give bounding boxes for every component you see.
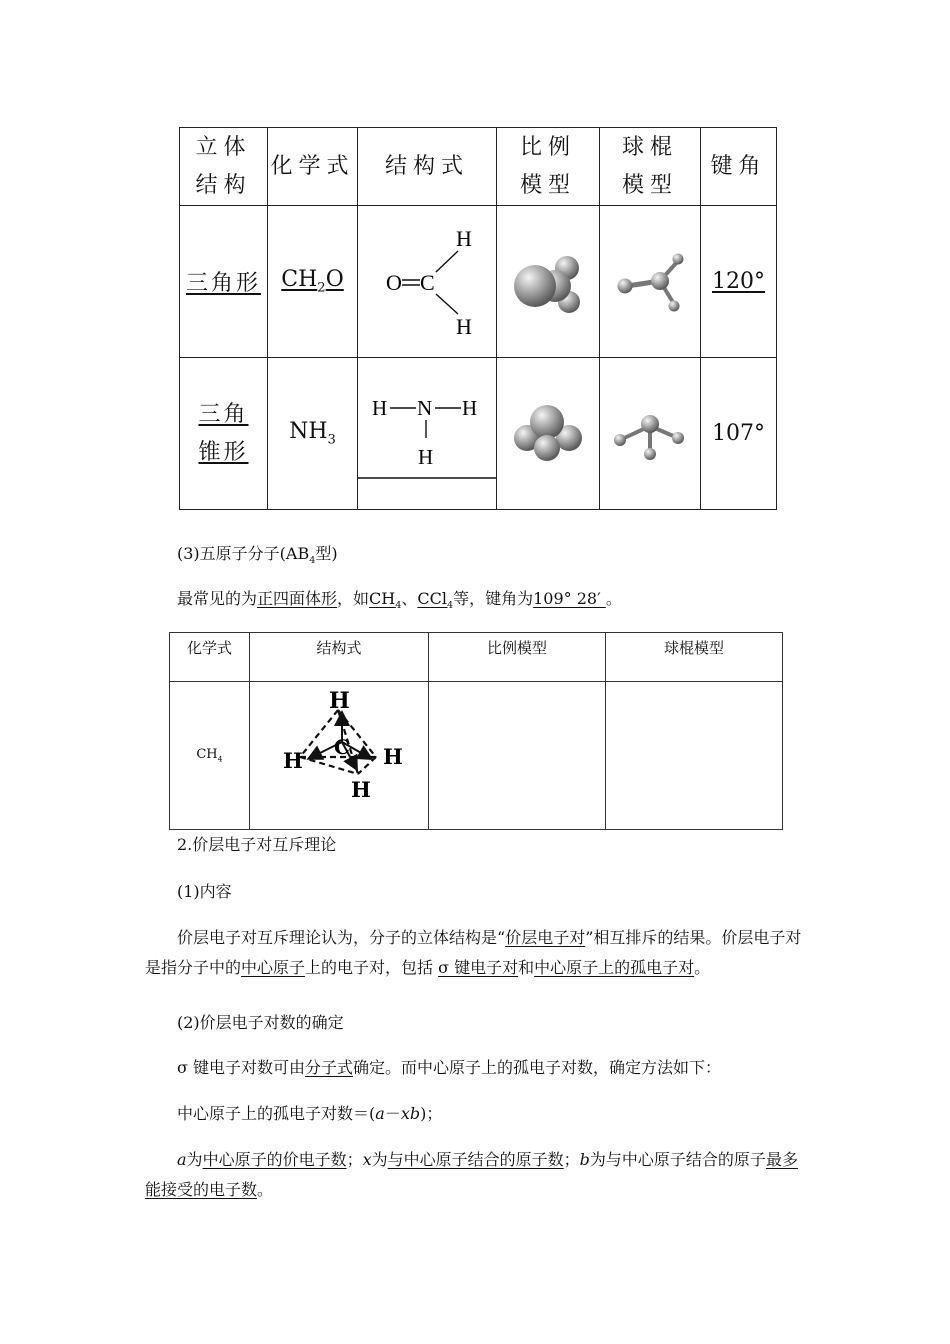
atom-h-left: H: [372, 396, 388, 420]
ab4-description: 最常见的为正四面体形，如$CH_4$、CCl$_4$等，键角为109° 28′ 。: [177, 589, 622, 612]
header-cell-formula: 化学式: [170, 633, 250, 682]
ch2o-structure-diagram: [358, 206, 496, 357]
header-cell-formula: 化学式: [268, 128, 358, 206]
ball-stick-cell: [600, 206, 701, 358]
table-row-ch4: [170, 682, 783, 830]
ch2o-ball-stick-model: [600, 206, 700, 357]
atom-h-right: H: [383, 744, 403, 769]
atom-c: C: [420, 270, 435, 295]
nh3-ball-stick-model: [600, 358, 700, 509]
header-cell-ball-stick: 球棍模型: [606, 633, 783, 682]
formula-cell: [268, 206, 358, 358]
shape-cell: [180, 358, 268, 510]
header-cell-space-filling: 比例 模型: [497, 128, 600, 206]
ch2o-space-filling-model: [497, 206, 599, 357]
table2-header-row: [170, 633, 783, 682]
atom-h-top: H: [456, 226, 472, 251]
section2-paragraph2: σ 键电子对数可由分子式确定。而中心原子上的孤电子对数，确定方法如下：: [177, 1058, 722, 1077]
section2-paragraph1: 价层电子对互斥理论认为，分子的立体结构是“价层电子对”相互排斥的结果。价层电子对是指分子中的中心原子上的电子对，包括 σ 键电子对和中心原子上的孤电子对。: [145, 928, 802, 977]
nh3-space-filling-model: [497, 358, 599, 509]
space-filling-cell: [497, 358, 600, 510]
shape-value-line1: 三角: [198, 401, 249, 427]
atom-h-right: H: [462, 396, 478, 420]
bond-angle-value: 107°: [712, 421, 765, 446]
header-cell-space-filling: 比例模型: [429, 633, 606, 682]
formula-value: $CH_2O$: [281, 267, 344, 296]
ch4-tetrahedron-diagram: [250, 682, 428, 829]
structure-cell: [250, 682, 429, 830]
molecule-table-2: [169, 632, 783, 830]
atom-h-bottom: H: [456, 314, 472, 339]
bond-angle-cell: [701, 206, 777, 358]
ab4-heading: (3)五原子分子($AB_4$型): [177, 544, 338, 567]
molecule-table-1: [179, 127, 777, 510]
bond-angle-cell: [701, 358, 777, 510]
atom-c: C: [334, 735, 350, 759]
space-filling-cell-empty: [429, 682, 606, 830]
section2-sub1: (1)内容: [177, 882, 232, 901]
structure-cell: [358, 206, 497, 358]
header-cell-shape: 立体 结构: [180, 128, 268, 206]
section2-formula-line: 中心原子上的孤电子对数＝(a－xb)；: [177, 1104, 443, 1123]
table-row-ch2o: [180, 206, 777, 358]
atom-h-bottom: H: [418, 445, 434, 469]
structure-cell: [358, 358, 497, 510]
formula-cell: $CH_4$: [170, 682, 250, 830]
shape-cell: [180, 206, 268, 358]
header-cell-bond-angle: 键角: [701, 128, 777, 206]
formula-cell: [268, 358, 358, 510]
ball-stick-cell-empty: [606, 682, 783, 830]
section2-sub2: (2)价层电子对数的确定: [177, 1013, 344, 1032]
formula-value: $NH_3$: [289, 419, 336, 448]
section2-paragraph4: a为中心原子的价电子数；x为与中心原子结合的原子数；b为与中心原子结合的原子最多能接受的电子数。: [145, 1150, 798, 1199]
section2-title: 2.价层电子对互斥理论: [177, 835, 337, 854]
bond-angle-value: 120°: [712, 269, 765, 294]
header-cell-structure: 结构式: [250, 633, 429, 682]
atom-o: O: [386, 270, 402, 295]
nh3-structure-diagram: [358, 358, 496, 509]
table1-header-row: [180, 128, 777, 206]
atom-h-top: H: [329, 688, 350, 714]
header-cell-structure: 结构式: [358, 128, 497, 206]
ball-stick-cell: [600, 358, 701, 510]
shape-value-line2: 锥形: [198, 439, 249, 465]
atom-n: N: [417, 396, 433, 420]
atom-h-left: H: [283, 748, 303, 773]
shape-value: 三角形: [185, 271, 261, 296]
table-row-nh3: [180, 358, 777, 510]
space-filling-cell: [497, 206, 600, 358]
header-cell-ball-stick: 球棍 模型: [600, 128, 701, 206]
atom-h-bottom: H: [351, 777, 371, 802]
